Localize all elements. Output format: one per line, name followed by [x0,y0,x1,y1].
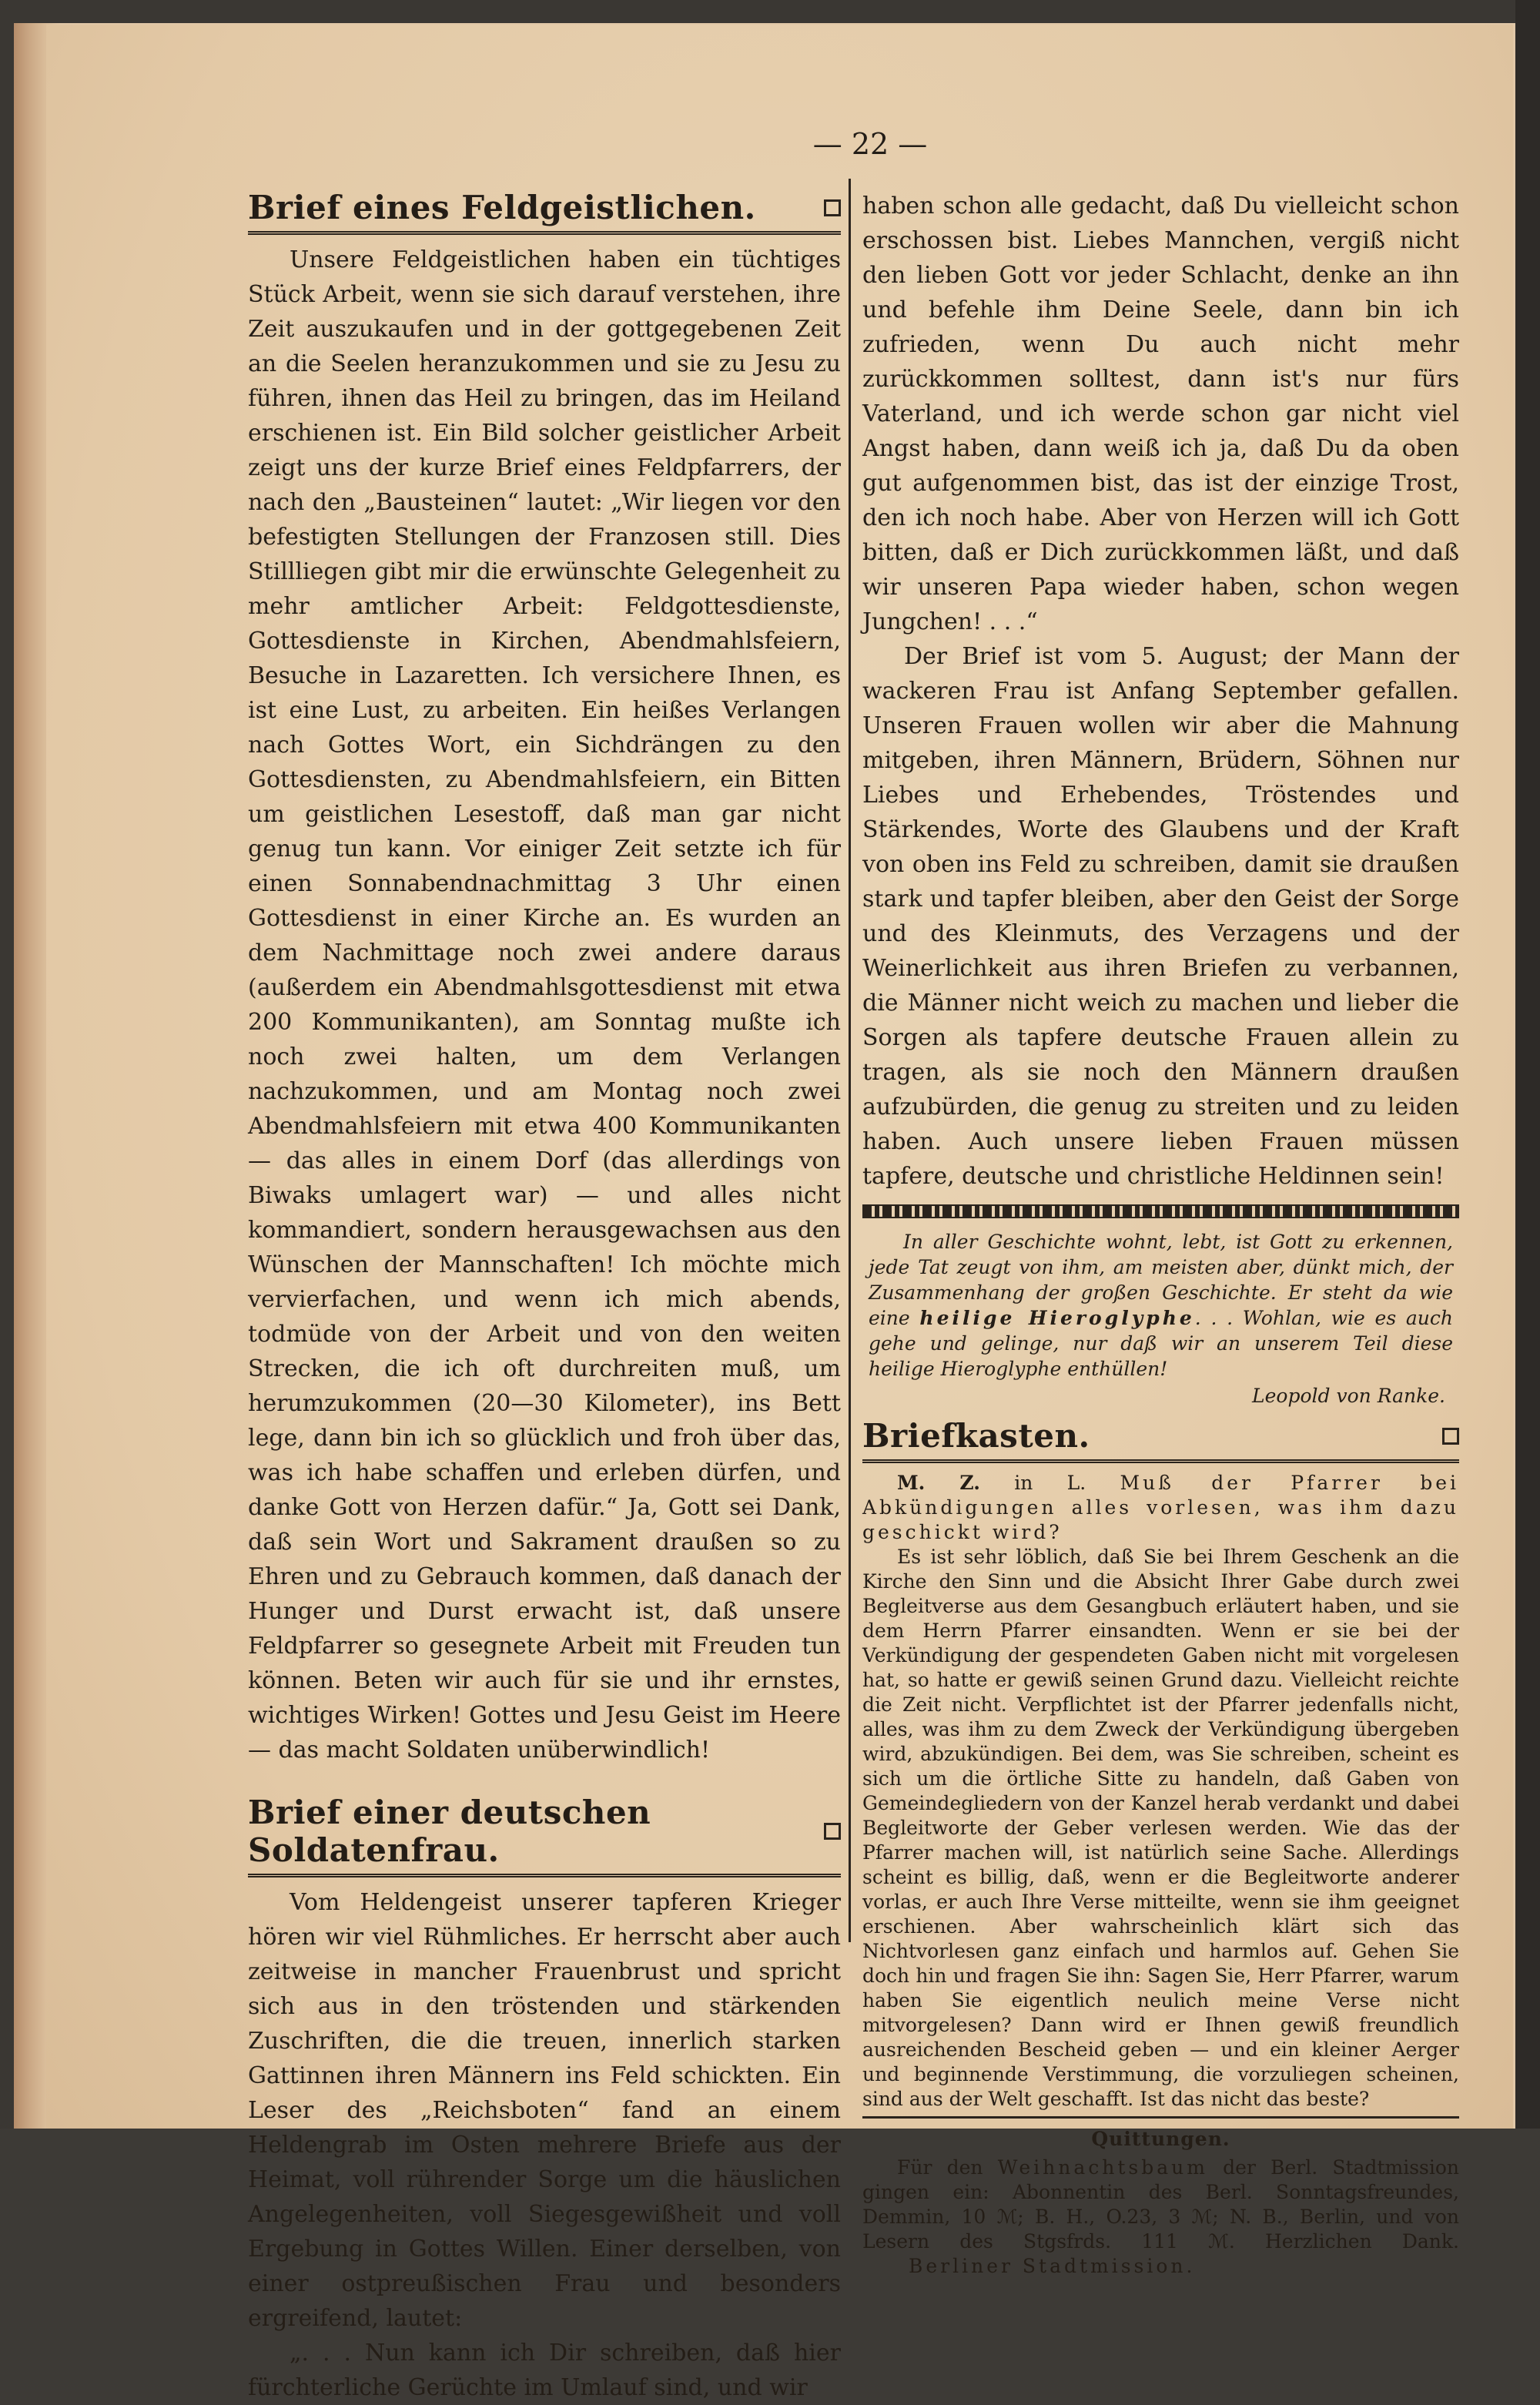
question-name: M. Z. [897,1472,980,1494]
question-place: in L. [1014,1472,1086,1494]
ranke-quote [869,1229,1453,1382]
quittungen-text [862,2155,1459,2279]
quote-text-after: . . . Wohlan, wie es auch gehe und gelinge, nur daß wir an unserem Teil diese heilige Hieroglyphe enthüllen! [869,1307,1453,1380]
ornamental-divider [862,1204,1459,1218]
quittungen-signature: Berliner Stadtmission. [909,2255,1196,2277]
quittungen-title: Quittungen. [1091,2128,1230,2150]
square-ornament-icon [824,1823,841,1840]
square-ornament-icon [1442,1428,1459,1445]
letter-continuation: haben schon alle gedacht, daß Du vielleicht schon erschossen bist. Liebes Mannchen, vergiß nicht den lieben Gott vor jeder Schlacht, denke an ihn und befehle ihm Deine Seele, dann bin ich zufrieden, wenn Du auch nicht mehr zurückkommen solltest, dann ist's nur fürs Vaterland, und ich werde schon gar nicht viel Angst haben, dann weiß ich ja, daß Du da oben gut aufgenommen bist, das ist der einzige Trost, den ich noch habe. Aber von Herzen will ich Gott bitten, daß er Dich zurückkommen läßt, und daß wir unseren Papa wieder haben, schon wegen Jungchen! . . .“ [862,193,1459,635]
article-paragraph: Vom Heldengeist unserer tapferen Krieger hören wir viel Rühmliches. Er herrscht aber auch zeitweise in mancher Frauenbrust und spricht sich aus in den tröstenden und stärkenden Zuschriften, die die treuen, innerlich starken Gattinnen ihren Männern ins Feld schickten. Ein Leser des „Reichsboten“ fand an einem Heldengrab im Osten mehrere Briefe aus der Heimat, voll rührender Sorge um die häuslichen Angelegenheiten, voll Siegesgewißheit und voll Ergebung in Gottes Willen. Einer derselben, von einer ostpreußischen Frau und besonders ergreifend, lautet: [248,1889,841,2332]
quittungen-lead-spaced: Weihnachtsbaum [997,2156,1208,2179]
quote-text-before: In aller Geschichte wohnt, lebt, ist Gott zu erkennen, jede Tat zeugt von ihm, am meisten aber, dünkt mich, der Zusammenhang der großen Geschichte. Er steht da wie eine [869,1231,1453,1329]
article-paragraph: „. . . Nun kann ich Dir schreiben, daß hier fürchterliche Gerüchte im Umlauf sind, und wir [248,2340,841,2401]
square-ornament-icon [824,199,841,216]
left-column [248,189,841,2405]
book-cover-edge [1515,0,1540,2129]
briefkasten-question [862,1471,1459,1545]
briefkasten-answer: Es ist sehr löblich, daß Sie bei Ihrem Geschenk an die Kirche den Sinn und die Absicht Ihrer Gabe durch zwei Begleitverse aus dem Gesangbuch erläutert haben, und sie dem Herrn Pfarrer einsandten. Wenn er sie bei der Verkündigung der gespendeten Gaben nicht mit vorgelesen hat, so hatte er gewiß seinen Grund dazu. Vielleicht reichte die Zeit nicht. Verpflichtet ist der Pfarrer jedenfalls nicht, alles, was ihm zu dem Zweck der Verkündigung übergeben wird, abzukündigen. Bei dem, was Sie schreiben, scheint es sich um die örtliche Sitte zu handeln, daß Gaben von Gemeindegliedern von der Kanzel herab verdankt und dabei Begleitworte der Geber verlesen werden. Wie das der Pfarrer machen will, ist natürlich seine Sache. Allerdings scheint es billig, daß, wenn er die Begleitworte anderer vorlas, er auch Ihre Verse mitteilte, wenn sie ihm geeignet erschienen. Aber wahrscheinlich klärt sich das Nichtvorlesen ganz einfach und harmlos auf. Gehen Sie doch hin und fragen Sie ihn: Sagen Sie, Herr Pfarrer, warum haben Sie eigentlich neulich meine Verse nicht mitvorgelesen? Dann wird er Ihnen gewiß freundlich ausreichenden Bescheid geben — und ein kleiner Aerger und beginnende Verstimmung, die vorzuliegen scheinen, sind aus der Welt geschafft. Ist das nicht das beste? [862,1546,1459,2110]
right-column [862,189,1459,2279]
article-title-text: Brief eines Feldgeistlichen. [248,189,756,226]
article-paragraph: Der Brief ist vom 5. August; der Mann der wackeren Frau ist Anfang September gefallen. Unseren Frauen wollen wir aber die Mahnung mitgeben, ihren Männern, Brüdern, Söhnen nur Liebes und Erhebendes, Tröstendes und Stärkendes, Worte des Glaubens und der Kraft von oben ins Feld zu schreiben, damit sie draußen stark und tapfer bleiben, aber den Geist der Sorge und des Kleinmuts, des Verzagens und der Weinerlichkeit aus ihren Briefen zu verbannen, die Männer nicht weich zu machen und lieber die Sorgen als tapfere deutsche Frauen allein zu tragen, als sie noch den Männern draußen aufzubürden, die genug zu streiten und zu leiden haben. Auch unsere lieben Frauen müssen tapfere, deutsche und christliche Heldinnen sein! [862,643,1459,1190]
question-text: Muß der Pfarrer bei Abkündigungen alles vorlesen, was ihm dazu geschickt wird? [862,1472,1459,1543]
quote-author: Leopold von Ranke. [1252,1385,1445,1407]
briefkasten-title [862,1417,1459,1463]
quittungen-lead: Für den [897,2156,983,2179]
section-rule [862,2116,1459,2119]
column-divider [849,179,851,1942]
quote-emphasis: heilige Hieroglyphe [919,1307,1195,1329]
quittungen-body: der Berl. Stadtmission gingen ein: Abonnentin des Berl. Sonntagsfreundes, Demmin, 10 ℳ; B. H., O.23, 3 ℳ; N. B., Berlin, und von Lesern des Stgsfrds. 111 ℳ. Herzlichen Dank. [862,2156,1459,2253]
article-title-feldgeistlichen [248,189,841,235]
briefkasten-title-text: Briefkasten. [862,1417,1090,1455]
page-number: — 22 — [812,127,928,161]
article-title-text: Brief einer deutschen Soldatenfrau. [248,1794,651,1869]
article-title-soldatenfrau [248,1794,841,1877]
section-gap [248,1767,841,1794]
article-paragraph: Unsere Feldgeistlichen haben ein tüchtiges Stück Arbeit, wenn sie sich darauf verstehen, ihre Zeit auszukaufen und in der gottgegebenen Zeit an die Seelen heranzukommen und sie zu Jesu zu führen, ihnen das Heil zu bringen, das im Heiland erschienen ist. Ein Bild solcher geistlicher Arbeit zeigt uns der kurze Brief eines Feldpfarrers, der nach den „Bausteinen“ lautet: „Wir liegen vor den befestigten Stellungen der Franzosen still. Dies Stillliegen gibt mir die erwünschte Gelegenheit zu mehr amtlicher Arbeit: Feldgottesdienste, Gottesdienste in Kirchen, Abendmahlsfeiern, Besuche in Lazaretten. Ich versichere Ihnen, es ist eine Lust, zu arbeiten. Ein heißes Verlangen nach Gottes Wort, ein Sichdrängen zu den Gottesdiensten, zu Abendmahlsfeiern, ein Bitten um geistlichen Lesestoff, daß man gar nicht genug tun kann. Vor einiger Zeit setzte ich für einen Sonnabendnachmittag 3 Uhr einen Gottesdienst in einer Kirche an. Es wurden an dem Nachmittage noch zwei andere daraus (außerdem ein Abendmahlsgottesdienst mit etwa 200 Kommunikanten), am Sonntag mußte ich noch zwei halten, um dem Verlangen nachzukommen, und am Montag noch zwei Abendmahlsfeiern mit etwa 400 Kommunikanten — das alles in einem Dorf (das allerdings von Biwaks umlagert war) — und alles nicht kommandiert, sondern herausgewachsen aus den Wünschen der Mannschaften! Ich möchte mich vervierfachen, und wenn ich mich abends, todmüde von der Arbeit und von den weiten Strecken, die ich oft durchreiten muß, um herumzukommen (20—30 Kilometer), ins Bett lege, dann bin ich so glücklich und froh über das, was ich habe schaffen und erleben dürfen, und danke Gott von Herzen dafür.“ Ja, Gott sei Dank, daß sein Wort und Sakrament draußen so zu Ehren und zu Gebrauch kommen, daß danach der Hunger und Durst erwacht ist, daß unsere Feldpfarrer so gesegnete Arbeit mit Freuden tun können. Beten wir auch für sie und ihr ernstes, wichtiges Wirken! Gottes und Jesu Geist im Heere — das macht Soldaten unüberwindlich! [248,246,841,1764]
